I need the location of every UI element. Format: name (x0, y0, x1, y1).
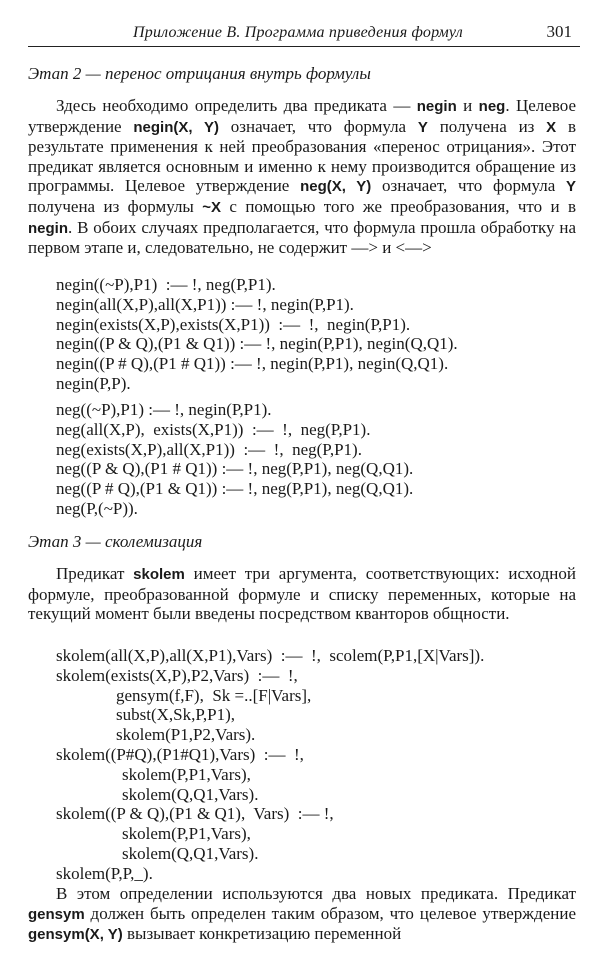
text-run: должен быть определен таким образом, что целевое утверждение (84, 903, 576, 923)
predicate-term: neg (478, 98, 506, 115)
stage2-heading: Этап 2 — перенос отрицания внутрь формулы (28, 64, 371, 83)
running-header (28, 20, 580, 47)
code-line: skolem(Q,Q1,Vars). (122, 784, 259, 804)
stage2-paragraph (28, 96, 576, 258)
predicate-term: ~X (202, 198, 222, 216)
text-run: означает, что формула (218, 116, 418, 136)
code-line: skolem(P,P,_). (56, 863, 153, 883)
code-line: skolem(Q,Q1,Vars). (122, 843, 259, 863)
predicate-term: gensym(X, Y) (28, 926, 123, 944)
skolem-code-block (56, 646, 596, 884)
code-line: skolem(P,P1,Vars), (122, 824, 251, 844)
predicate-term: negin (28, 219, 68, 237)
code-line: subst(X,Sk,P,P1), (116, 705, 236, 725)
predicate-term: Y (417, 118, 428, 136)
stage3-final-paragraph-text (28, 884, 576, 945)
code-line: negin(P,P). (56, 373, 131, 393)
text-run: с помощью того же преобразования, что и в (221, 196, 576, 216)
text-run: вызывает конкретизацию переменной (122, 924, 402, 944)
code-line: gensym(f,F), Sk =..[F|Vars], (116, 685, 312, 705)
text-run: получена из (427, 116, 547, 136)
code-line: negin(all(X,P),all(X,P1)) :— !, negin(P,P1). (56, 294, 354, 314)
running-header-title: Приложение В. Программа приведения формул (133, 24, 463, 41)
code-line: skolem(all(X,P),all(X,P1),Vars) :— !, scolem(P,P1,[X|Vars]). (56, 646, 485, 665)
code-line: skolem((P#Q),(P1#Q1),Vars) :— !, (56, 744, 304, 764)
stage3-paragraph (28, 564, 576, 624)
stage3-final-paragraph (28, 884, 576, 945)
predicate-term: skolem (133, 566, 185, 583)
code-line: negin((~P),P1) :— !, neg(P,P1). (56, 275, 276, 294)
text-run: . Целевое утверждение (28, 96, 576, 136)
code-line: skolem((P & Q),(P1 & Q1), Vars) :— !, (56, 804, 334, 824)
stage3-paragraph-text (28, 564, 576, 624)
predicate-term: X (546, 118, 557, 136)
text-run: в результате применения к ней преобразования «перенос отрицания». Этот предикат является основным и именно к нему производится обращение из программы. Целевое утверждение (28, 116, 576, 196)
predicate-term: negin (416, 98, 457, 115)
stage2-paragraph-text (28, 96, 576, 258)
predicate-term: Y (566, 178, 577, 196)
text-run: . В обоих случаях предполагается, что формула прошла обработку на первом этапе и, следовательно, не содержит —> и <—> (28, 217, 576, 258)
text-run: Здесь необходимо определить два предиката — (56, 96, 417, 115)
code-line: skolem(P1,P2,Vars). (116, 725, 256, 745)
negin-code-block (56, 275, 596, 394)
stage3-heading: Этап 3 — сколемизация (28, 532, 203, 551)
code-line: negin(exists(X,P),exists(X,P1)) :— !, negin(P,P1). (56, 314, 411, 334)
code-line: negin((P # Q),(P1 # Q1)) :— !, negin(P,P1), negin(Q,Q1). (56, 354, 449, 374)
predicate-term: negin(X, Y) (133, 118, 219, 136)
predicate-term: neg(X, Y) (300, 178, 372, 196)
code-line: negin((P & Q),(P1 & Q1)) :— !, negin(P,P1), negin(Q,Q1). (56, 334, 458, 354)
text-run: имеет три аргумента, соответствующих: исходной формуле, преобразованной формуле и списку переменных, которые на текущий момент были введены посредством кванторов общности. (28, 564, 576, 624)
code-line: neg(exists(X,P),all(X,P1)) :— !, neg(P,P1). (56, 439, 362, 459)
text-run: Предикат (56, 564, 134, 583)
code-line: neg(P,(~P)). (56, 498, 138, 518)
code-line: neg((P & Q),(P1 # Q1)) :— !, neg(P,P1), neg(Q,Q1). (56, 459, 414, 479)
code-line: neg((P # Q),(P1 & Q1)) :— !, neg(P,P1), neg(Q,Q1). (56, 479, 414, 499)
page-number: 301 (546, 22, 572, 41)
text-run: означает, что формула (371, 176, 566, 196)
neg-code-block (56, 400, 596, 519)
code-line: skolem(exists(X,P),P2,Vars) :— !, (56, 665, 298, 685)
code-line: skolem(P,P1,Vars), (122, 764, 251, 784)
text-run: получена из формулы (28, 196, 203, 216)
text-run: В этом определении используются два новых предиката. Предикат (56, 884, 576, 903)
text-run: и (456, 96, 479, 115)
code-line: neg(all(X,P), exists(X,P1)) :— !, neg(P,P1). (56, 419, 371, 439)
predicate-term: gensym (28, 905, 85, 923)
code-line: neg((~P),P1) :— !, negin(P,P1). (56, 400, 272, 419)
